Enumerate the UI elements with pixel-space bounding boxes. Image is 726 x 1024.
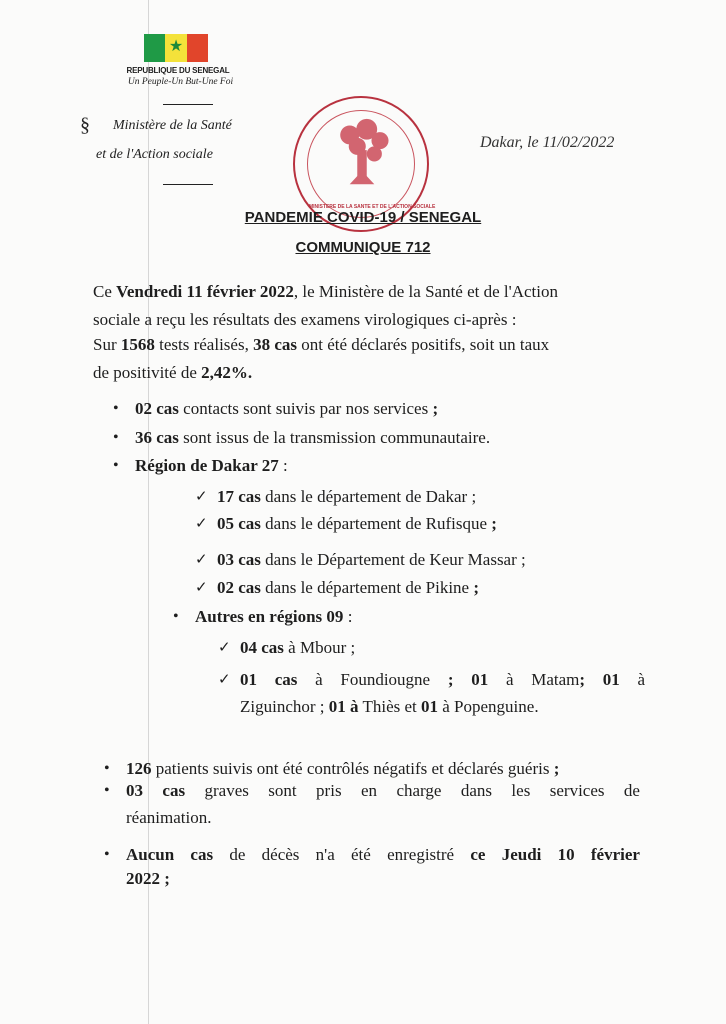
bold-text: 02 cas [135, 399, 179, 418]
check-icon: ✓ [218, 640, 231, 656]
divider [163, 184, 213, 185]
text-segment: Ziguinchor ; [240, 697, 329, 716]
bold-text: 38 cas [253, 335, 297, 354]
ministry-name-line2: et de l'Action sociale [96, 147, 213, 162]
text-segment: réanimation. [126, 808, 212, 827]
text-segment: : [343, 607, 353, 626]
text-line-b7b [126, 869, 170, 889]
senegal-flag [144, 34, 208, 62]
bold-text: 2,42%. [201, 363, 253, 382]
text-line-p3 [93, 335, 549, 355]
text-segment: sont issus de la transmission communautaire. [178, 428, 491, 447]
text-line-b5 [126, 759, 559, 779]
text-line-b2 [135, 428, 490, 448]
bullet-icon: • [113, 457, 119, 474]
bold-text: 03 cas [126, 781, 186, 800]
bold-text: ; [432, 399, 439, 418]
text-segment: dans le département de Dakar ; [260, 487, 477, 506]
stamp-text: MINISTERE DE LA SANTE ET DE L'ACTION SOCIALE [309, 204, 436, 210]
text-line-b6 [126, 781, 640, 801]
bold-text: ; 01 [447, 670, 489, 689]
text-line-c4 [217, 578, 479, 598]
star-icon: ★ [168, 38, 184, 55]
bold-text: ce Jeudi 10 février [470, 845, 640, 864]
bold-text: Autres en régions 09 [195, 607, 344, 626]
bullet-icon: • [113, 400, 119, 417]
text-line-c1 [217, 487, 476, 507]
text-line-c5 [240, 638, 355, 658]
check-icon: ✓ [218, 672, 231, 688]
text-line-b3 [135, 456, 288, 476]
bold-text: ; [553, 759, 560, 778]
bold-text: ; 01 [579, 670, 620, 689]
bullet-icon: • [104, 846, 110, 863]
text-segment: de positivité de [93, 363, 202, 382]
document-title: PANDEMIE COVID-19 / SENEGAL [244, 209, 482, 226]
bold-text: 03 cas [217, 550, 261, 569]
baobab-tree-icon [329, 116, 395, 188]
check-icon: ✓ [195, 580, 208, 596]
text-segment: Sur [93, 335, 121, 354]
text-segment: contacts sont suivis par nos services [178, 399, 433, 418]
text-segment: tests réalisés, [154, 335, 254, 354]
check-icon: ✓ [195, 489, 208, 505]
text-segment: à [619, 670, 646, 689]
bold-text: Aucun cas [126, 845, 214, 864]
text-line-c6 [240, 670, 645, 690]
bold-text: Vendredi 11 février 2022 [116, 282, 294, 301]
document-date: Dakar, le 11/02/2022 [480, 134, 615, 151]
communique-number: COMMUNIQUE 712 [295, 239, 431, 256]
text-segment: , le Ministère de la Santé et de l'Action [293, 282, 558, 301]
text-segment: : [278, 456, 288, 475]
text-line-b1 [135, 399, 438, 419]
bold-text: ; [473, 578, 480, 597]
text-segment: à Popenguine. [438, 697, 539, 716]
text-line-b7 [126, 845, 640, 865]
text-line-c6b [240, 697, 539, 717]
check-icon: ✓ [195, 516, 208, 532]
bold-text: 02 cas [217, 578, 261, 597]
national-motto: Un Peuple-Un But-Une Foi [127, 77, 234, 87]
bold-text: 36 cas [135, 428, 179, 447]
check-icon: ✓ [195, 552, 208, 568]
bold-text: Région de Dakar 27 [135, 456, 279, 475]
text-line-b6b [126, 808, 211, 828]
text-segment: Thiès et [358, 697, 421, 716]
bold-text: 05 cas [217, 514, 261, 533]
text-segment: dans le département de Rufisque [260, 514, 492, 533]
text-line-c3 [217, 550, 526, 570]
text-line-p4 [93, 363, 252, 383]
bold-text: 04 cas [240, 638, 284, 657]
bold-text: 2022 ; [126, 869, 170, 888]
bullet-icon: • [104, 782, 110, 799]
text-line-p2 [93, 310, 516, 330]
text-segment: dans le département de Pikine [260, 578, 474, 597]
text-segment: Ce [93, 282, 117, 301]
bullet-icon: • [173, 608, 179, 625]
text-segment: à Mbour ; [283, 638, 356, 657]
text-segment: patients suivis ont été contrôlés négatifs et déclarés guéris [151, 759, 554, 778]
text-segment: sociale a reçu les résultats des examens virologiques ci-après : [93, 310, 517, 329]
bold-text: 1568 [120, 335, 155, 354]
text-line-p1 [93, 282, 558, 302]
text-segment: dans le Département de Keur Massar ; [260, 550, 526, 569]
bold-text: 01 [421, 697, 438, 716]
text-segment: de décès n'a été enregistré [213, 845, 471, 864]
text-line-c2 [217, 514, 497, 534]
bullet-icon: • [113, 429, 119, 446]
country-name: REPUBLIQUE DU SENEGAL [126, 66, 230, 75]
bold-text: 17 cas [217, 487, 261, 506]
text-segment: graves sont pris en charge dans les services de [185, 781, 640, 800]
text-line-b4 [195, 607, 352, 627]
bold-text: ; [491, 514, 497, 533]
text-segment: ont été déclarés positifs, soit un taux [297, 335, 550, 354]
bold-text: 01 à [328, 697, 359, 716]
text-segment: à Foundiougne [297, 670, 448, 689]
text-segment: à Matam [488, 670, 580, 689]
ministry-logo-icon: § [80, 114, 90, 136]
bold-text: 01 cas [240, 670, 298, 689]
ministry-name-line1: Ministère de la Santé [113, 118, 232, 133]
bold-text: 126 [126, 759, 152, 778]
divider [163, 104, 213, 105]
bullet-icon: • [104, 760, 110, 777]
